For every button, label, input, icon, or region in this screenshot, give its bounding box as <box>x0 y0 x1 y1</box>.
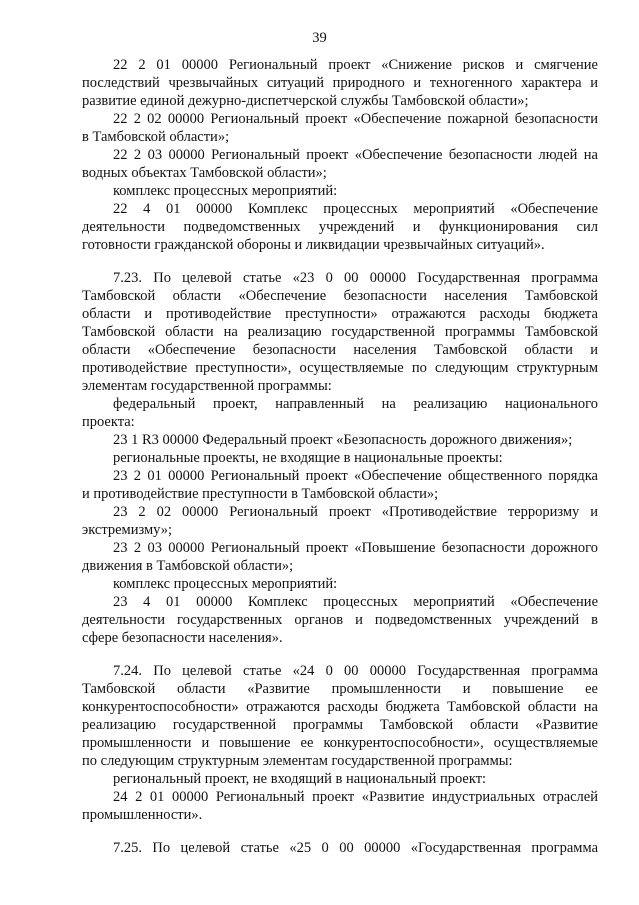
text-line: Тамбовской области «Обеспечение безопасности населения Тамбовской <box>82 288 598 304</box>
text-line: реализацию государственной программы Тамбовской области «Развитие <box>82 717 598 733</box>
text-line: Тамбовской области «Развитие промышленности и повышение ее <box>82 681 598 697</box>
text-line: 22 2 01 00000 Региональный проект «Снижение рисков и смягчение <box>113 57 598 73</box>
text-line: области «Обеспечение безопасности населения Тамбовской области и <box>82 342 598 358</box>
text-line: движения в Тамбовской области»; <box>82 558 294 574</box>
text-line: 24 2 01 00000 Региональный проект «Развитие индустриальных отраслей <box>113 789 598 805</box>
text-line: 23 2 03 00000 Региональный проект «Повышение безопасности дорожного <box>113 540 598 556</box>
text-line: готовности гражданской обороны и ликвидации чрезвычайных ситуаций». <box>82 237 545 253</box>
text-line: проекта: <box>82 414 135 430</box>
text-line: 22 2 02 00000 Региональный проект «Обеспечение пожарной безопасности <box>113 111 598 127</box>
text-line: противодействие преступности», осуществляемые по следующим структурным <box>82 360 598 376</box>
text-line: 23 1 R3 00000 Федеральный проект «Безопасность дорожного движения»; <box>113 432 573 448</box>
text-line: промышленности и повышение ее конкурентоспособности», осуществляемые <box>82 735 598 751</box>
section-heading-line: 7.23. По целевой статье «23 0 00 00000 Государственная программа <box>113 270 598 286</box>
section-heading-line: 7.25. По целевой статье «25 0 00 00000 «Государственная программа <box>113 840 598 856</box>
text-line: конкурентоспособности» отражаются расходы бюджета Тамбовской области на <box>82 699 598 715</box>
text-line: деятельности государственных органов и подведомственных учреждений в <box>82 612 598 628</box>
text-line: последствий чрезвычайных ситуаций природного и техногенного характера и <box>82 75 598 91</box>
text-line: 22 2 03 00000 Региональный проект «Обеспечение безопасности людей на <box>113 147 598 163</box>
text-line: 23 4 01 00000 Комплекс процессных мероприятий «Обеспечение <box>113 594 598 610</box>
text-line: 22 4 01 00000 Комплекс процессных мероприятий «Обеспечение <box>113 201 598 217</box>
text-line: водных объектах Тамбовской области»; <box>82 165 327 181</box>
text-line: Тамбовской области на реализацию государственной программы Тамбовской <box>82 324 598 340</box>
text-line: элементам государственной программы: <box>82 378 332 394</box>
text-line: развитие единой дежурно-диспетчерской службы Тамбовской области»; <box>82 93 529 109</box>
text-line: и противодействие преступности в Тамбовской области»; <box>82 486 439 502</box>
section-heading-line: 7.24. По целевой статье «24 0 00 00000 Государственная программа <box>113 663 598 679</box>
text-line: 23 2 01 00000 Региональный проект «Обеспечение общественного порядка <box>113 468 598 484</box>
text-line: деятельности подведомственных учреждений и функционирования сил <box>82 219 598 235</box>
text-line: комплекс процессных мероприятий: <box>113 576 338 592</box>
text-line: комплекс процессных мероприятий: <box>113 183 338 199</box>
text-line: промышленности». <box>82 807 203 823</box>
text-line: по следующим структурным элементам государственной программы: <box>82 753 513 769</box>
text-line: экстремизму»; <box>82 522 173 538</box>
text-line: в Тамбовской области»; <box>82 129 230 145</box>
text-line: федеральный проект, направленный на реализацию национального <box>113 396 598 412</box>
page-number: 39 <box>312 30 327 46</box>
text-line: 23 2 02 00000 Региональный проект «Противодействие терроризму и <box>113 504 598 520</box>
text-line: сфере безопасности населения». <box>82 630 283 646</box>
text-line: области и противодействие преступности» отражаются расходы бюджета <box>82 306 598 322</box>
text-line: региональный проект, не входящий в национальный проект: <box>113 771 487 787</box>
text-line: региональные проекты, не входящие в национальные проекты: <box>113 450 503 466</box>
